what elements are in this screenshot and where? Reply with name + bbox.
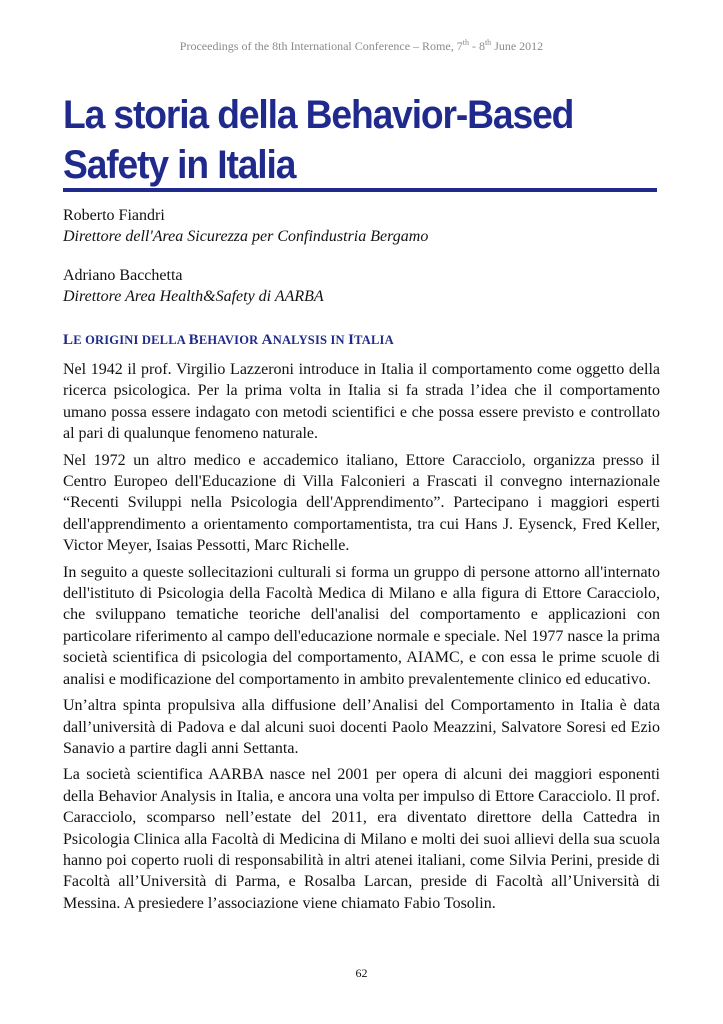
paragraph: La società scientifica AARBA nasce nel 2001 per opera di alcuni dei maggiori esponenti della Behavior Analysis in Italia, e ancora una volta per impulso di Ettore Caracciolo. Il prof. Caracciolo, scomparso nell’estate del 2011, era diventato direttore della Cattedra in Psicologia Clinica alla Facoltà di Medicina di Milano e molti dei suoi allievi della sua scuola hanno poi coperto ruoli di responsabilità in altri atenei italiani, come Silvia Perini, preside di Facoltà all’Università di Parma, e Rosalba Larcan, preside di Facoltà all’Università di Messina. A presiedere l’associazione viene chiamato Fabio Tosolin. [63, 766, 660, 912]
paragraph: Un’altra spinta propulsiva alla diffusione dell’Analisi del Comportamento in Italia è data dall’università di Padova e dal alcuni suoi docenti Paolo Meazzini, Salvatore Soresi ed Ezio Sanavio a partire dagli anni Settanta. [63, 697, 660, 757]
author-affiliation: Direttore dell'Area Sicurezza per Confindustria Bergamo [63, 228, 429, 245]
running-header: Proceedings of the 8th International Conference – Rome, 7th - 8th June 2012 [179, 38, 544, 53]
paragraph: Nel 1972 un altro medico e accademico italiano, Ettore Caracciolo, organizza presso il Centro Europeo dell'Educazione di Villa Falconieri a Frascati il convegno internazionale “Recenti Sviluppi nella Psicologia dell'Apprendimento”. Partecipano i maggiori esperti dell'apprendimento a orientamento comportamentista, tra cui Hans J. Eysenck, Fred Keller, Victor Meyer, Isaias Pessotti, Marc Richelle. [63, 451, 660, 555]
body-text [63, 359, 660, 919]
author-name: Roberto Fiandri [63, 207, 165, 224]
author-entry [63, 265, 663, 307]
author-affiliation: Direttore Area Health&Safety di AARBA [63, 288, 324, 305]
author-block [63, 205, 663, 325]
paragraph: Nel 1942 il prof. Virgilio Lazzeroni introduce in Italia il comportamento come oggetto della ricerca psicologica. Per la prima volta in Italia si fa strada l’idea che il comportamento umano possa essere indagato con metodi scientifici e che possa essere previsto e controllato al pari di qualunque fenomeno naturale. [63, 361, 660, 443]
page-number: 62 [355, 966, 368, 980]
section-heading: LE ORIGINI DELLA BEHAVIOR ANALYSIS IN ITALIA [63, 332, 394, 348]
paper-title: La storia della Behavior-Based Safety in Italia [63, 93, 574, 187]
title-underline [63, 188, 657, 192]
author-name: Adriano Bacchetta [63, 267, 183, 284]
paragraph: In seguito a queste sollecitazioni culturali si forma un gruppo di persone attorno all'internato dell'istituto di Psicologia della Facoltà Medica di Milano e alla figura di Ettore Caracciolo, che sviluppano tematiche teoriche dell'analisi del comportamento e applicazioni con particolare riferimento al campo dell'educazione normale e speciale. Nel 1977 nasce la prima società scientifica di psicologia del comportamento, AIAMC, e con essa le prime scuole di analisi e modificazione del comportamento in ambito prevalentemente clinico ed educativo. [63, 563, 660, 688]
author-entry [63, 205, 663, 247]
